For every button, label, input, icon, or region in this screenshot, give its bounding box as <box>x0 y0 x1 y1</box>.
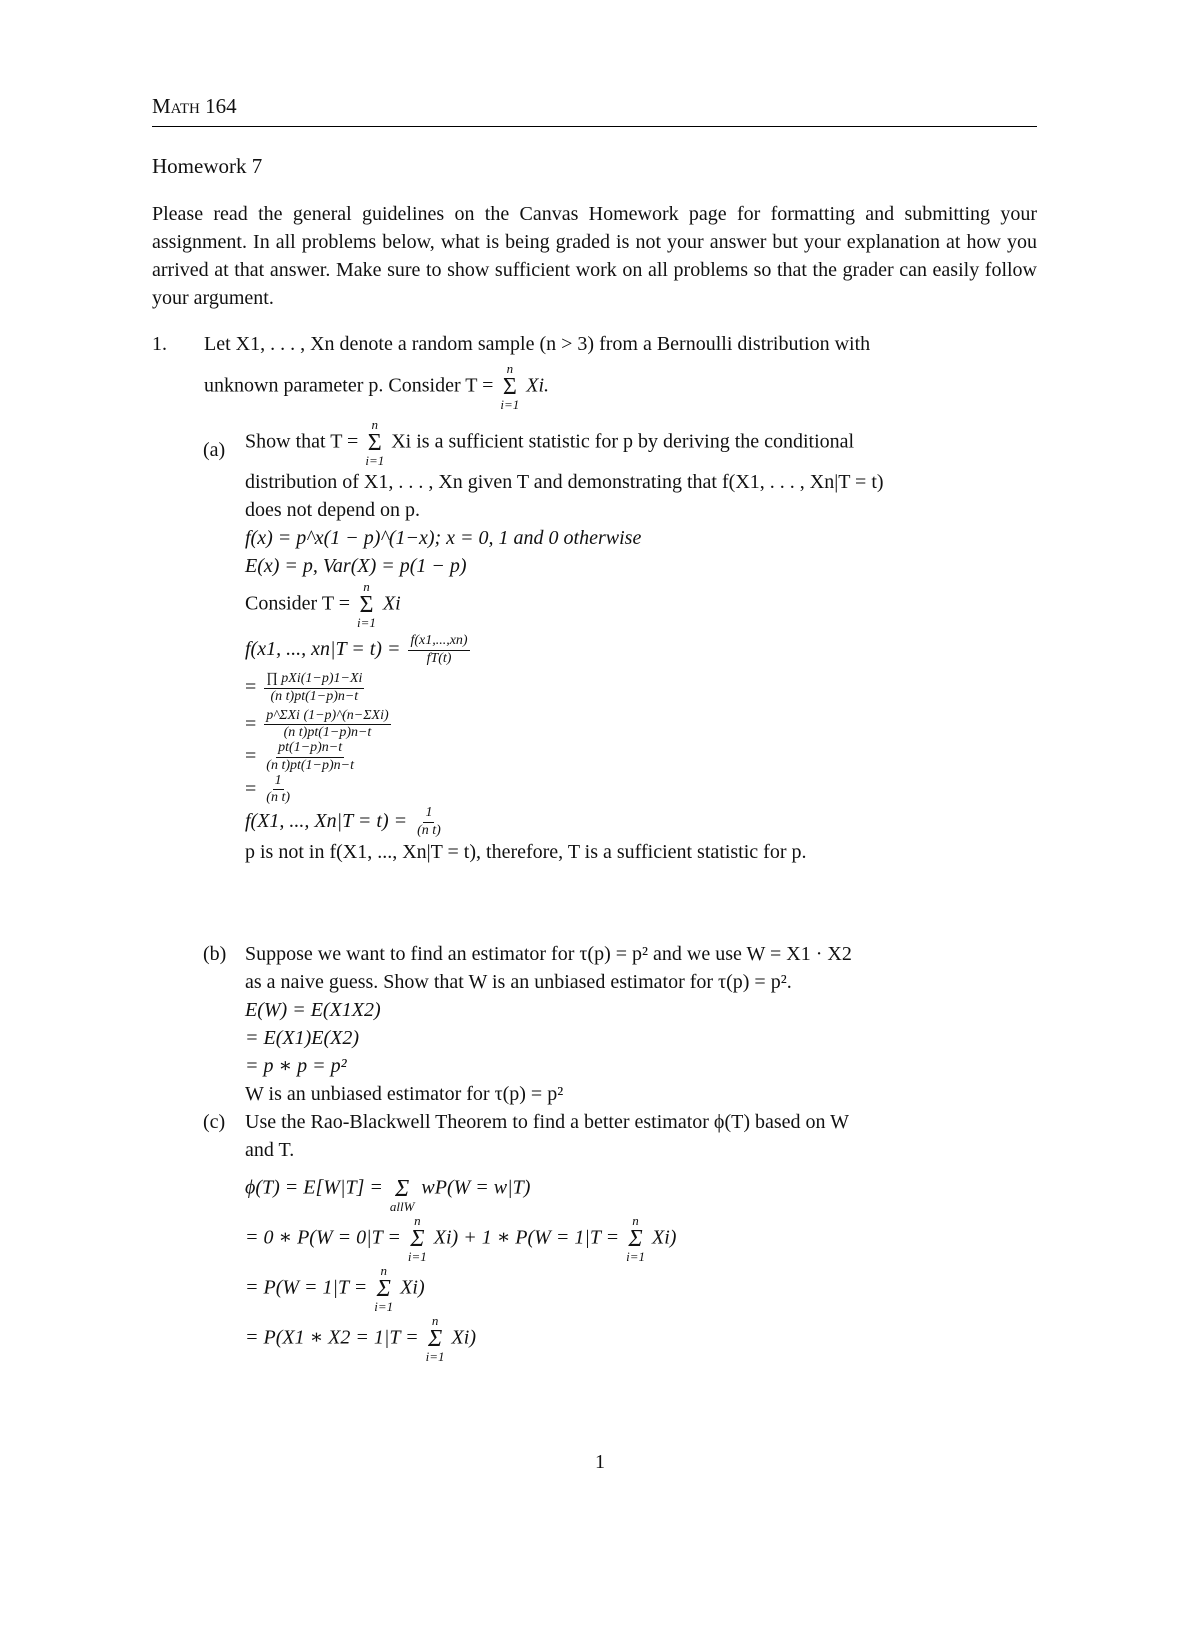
problem-1-line-2-prefix: unknown parameter p. Consider T = <box>204 374 494 397</box>
equals-sign: = <box>245 744 257 767</box>
fraction <box>264 672 364 704</box>
fraction-numerator: p^ΣXi (1−p)^(n−ΣXi) <box>264 709 390 726</box>
part-a-statement-2: distribution of X1, . . . , Xn given T and demonstrating that f(X1, . . . , Xn|T = t) <box>245 471 884 493</box>
part-a-statement-1b: Xi is a sufficient statistic for p by deriving the conditional <box>391 430 855 453</box>
fraction-numerator: f(x1,...,xn) <box>408 634 469 651</box>
part-c-step-4 <box>245 1314 1038 1364</box>
part-c-step-1a: ϕ(T) = E[W|T] = <box>245 1176 383 1199</box>
part-c-statement-2: and T. <box>245 1139 295 1161</box>
part-a <box>203 418 1038 866</box>
summation-symbol: n Σ i=1 <box>374 1263 394 1314</box>
fraction-numerator: pt(1−p)n−t <box>276 741 344 758</box>
part-a-conclusion: p is not in f(X1, ..., Xn|T = t), therefore, T is a sufficient statistic for p. <box>245 841 807 864</box>
derivation-step-4 <box>245 774 1038 806</box>
summation-symbol: n Σ i=1 <box>500 361 520 412</box>
summation-symbol: n Σ i=1 <box>425 1313 445 1364</box>
summation-lower-limit: allW <box>389 1199 415 1214</box>
fraction-numerator: 1 <box>273 774 284 791</box>
homework-title: Homework 7 <box>152 154 263 178</box>
part-b <box>203 940 1038 1108</box>
fraction <box>264 709 390 741</box>
part-c-body <box>245 1108 1038 1364</box>
fraction-denominator: (n t) <box>266 790 290 806</box>
equals-sign: = <box>245 676 257 699</box>
intro-paragraph <box>152 200 1037 312</box>
fraction <box>264 774 292 806</box>
derivation-result <box>245 806 1038 838</box>
part-c-step-2b: Xi) + 1 ∗ P(W = 1|T = <box>433 1226 620 1249</box>
part-a-statement-1a: Show that T = <box>245 430 359 453</box>
consider-t-text: Consider T = <box>245 592 350 615</box>
fraction <box>264 741 356 773</box>
part-c-step-2 <box>245 1214 1038 1264</box>
part-a-statement-1 <box>245 418 1038 468</box>
fraction-denominator: (n t) <box>417 822 441 838</box>
part-b-conclusion: W is an unbiased estimator for τ(p) = p² <box>245 1083 564 1105</box>
summation-symbol: Σ allW <box>389 1176 415 1214</box>
fraction-numerator: 1 <box>423 806 434 823</box>
part-c <box>203 1108 1038 1364</box>
part-b-step-1: E(W) = E(X1X2) <box>245 999 381 1021</box>
conditional-def-line <box>245 634 1038 666</box>
intro-text: Please read the general guidelines on the Canvas Homework page for formatting and submitting your assignment. In all problems below, what is being graded is not your answer but your explanation at how you arrived at that answer. Make sure to show sufficient work on all problems so that the grader can easily follow your argument. <box>152 203 1037 309</box>
problem-1 <box>152 330 1037 412</box>
derivation-step-1 <box>245 672 1038 704</box>
part-c-step-3b: Xi) <box>400 1276 425 1299</box>
equals-sign: = <box>245 777 257 800</box>
equals-sign: = <box>245 712 257 735</box>
problem-1-line-2 <box>204 362 1037 412</box>
problem-1-statement <box>204 330 1037 412</box>
part-c-step-4b: Xi) <box>451 1326 476 1349</box>
part-b-statement-2: as a naive guess. Show that W is an unbiased estimator for τ(p) = p². <box>245 971 792 993</box>
problem-number: 1. <box>152 333 167 355</box>
summation-symbol: n Σ i=1 <box>626 1213 645 1264</box>
part-b-body <box>245 940 1038 1108</box>
derivation-step-3 <box>245 741 1038 773</box>
conditional-def-lhs: f(x1, ..., xn|T = t) = <box>245 637 401 660</box>
fraction-numerator: ∏ pXi(1−p)1−Xi <box>264 672 364 689</box>
summation-symbol: n Σ i=1 <box>357 579 376 630</box>
fraction-denominator: fT(t) <box>426 650 452 666</box>
part-a-body <box>245 418 1038 866</box>
problem-1-line-1: Let X1, . . . , Xn denote a random sample (n > 3) from a Bernoulli distribution with <box>204 333 871 355</box>
consider-t-line <box>245 580 1038 630</box>
derivation-step-2 <box>245 709 1038 741</box>
part-c-step-1b: wP(W = w|T) <box>421 1176 531 1199</box>
summation-symbol: n Σ i=1 <box>407 1213 427 1264</box>
part-c-step-1 <box>245 1164 1038 1214</box>
part-c-step-2a: = 0 ∗ P(W = 0|T = <box>245 1226 401 1249</box>
problem-1-line-2-suffix: Xi. <box>526 374 550 397</box>
part-b-step-3: = p ∗ p = p² <box>245 1055 347 1077</box>
part-c-step-4a: = P(X1 ∗ X2 = 1|T = <box>245 1326 419 1349</box>
consider-t-term: Xi <box>382 592 401 615</box>
summation-symbol: n Σ i=1 <box>365 417 385 468</box>
pmf-line: f(x) = p^x(1 − p)^(1−x); x = 0, 1 and 0 otherwise <box>245 527 642 549</box>
fraction-denominator: (n t)pt(1−p)n−t <box>283 725 372 741</box>
page-number: 1 <box>595 1451 605 1473</box>
part-a-statement-3: does not depend on p. <box>245 499 420 521</box>
part-c-step-3 <box>245 1264 1038 1314</box>
fraction-denominator: (n t)pt(1−p)n−t <box>266 757 354 773</box>
part-c-step-2c: Xi) <box>651 1226 677 1249</box>
part-c-statement-1: Use the Rao-Blackwell Theorem to find a better estimator ϕ(T) based on W <box>245 1111 850 1133</box>
part-b-statement-1: Suppose we want to find an estimator for τ(p) = p² and we use W = X1 · X2 <box>245 943 852 965</box>
derivation-result-lhs: f(X1, ..., Xn|T = t) = <box>245 809 408 832</box>
fraction <box>415 806 443 838</box>
course-header: Math 164 <box>152 92 1037 127</box>
part-c-label: (c) <box>203 1111 226 1133</box>
fraction-denominator: (n t)pt(1−p)n−t <box>270 689 359 705</box>
expectation-line: E(x) = p, Var(X) = p(1 − p) <box>245 555 467 577</box>
part-a-label: (a) <box>203 439 226 461</box>
fraction <box>408 634 469 666</box>
part-b-label: (b) <box>203 943 227 965</box>
part-c-step-3a: = P(W = 1|T = <box>245 1276 368 1299</box>
part-b-step-2: = E(X1)E(X2) <box>245 1027 360 1049</box>
